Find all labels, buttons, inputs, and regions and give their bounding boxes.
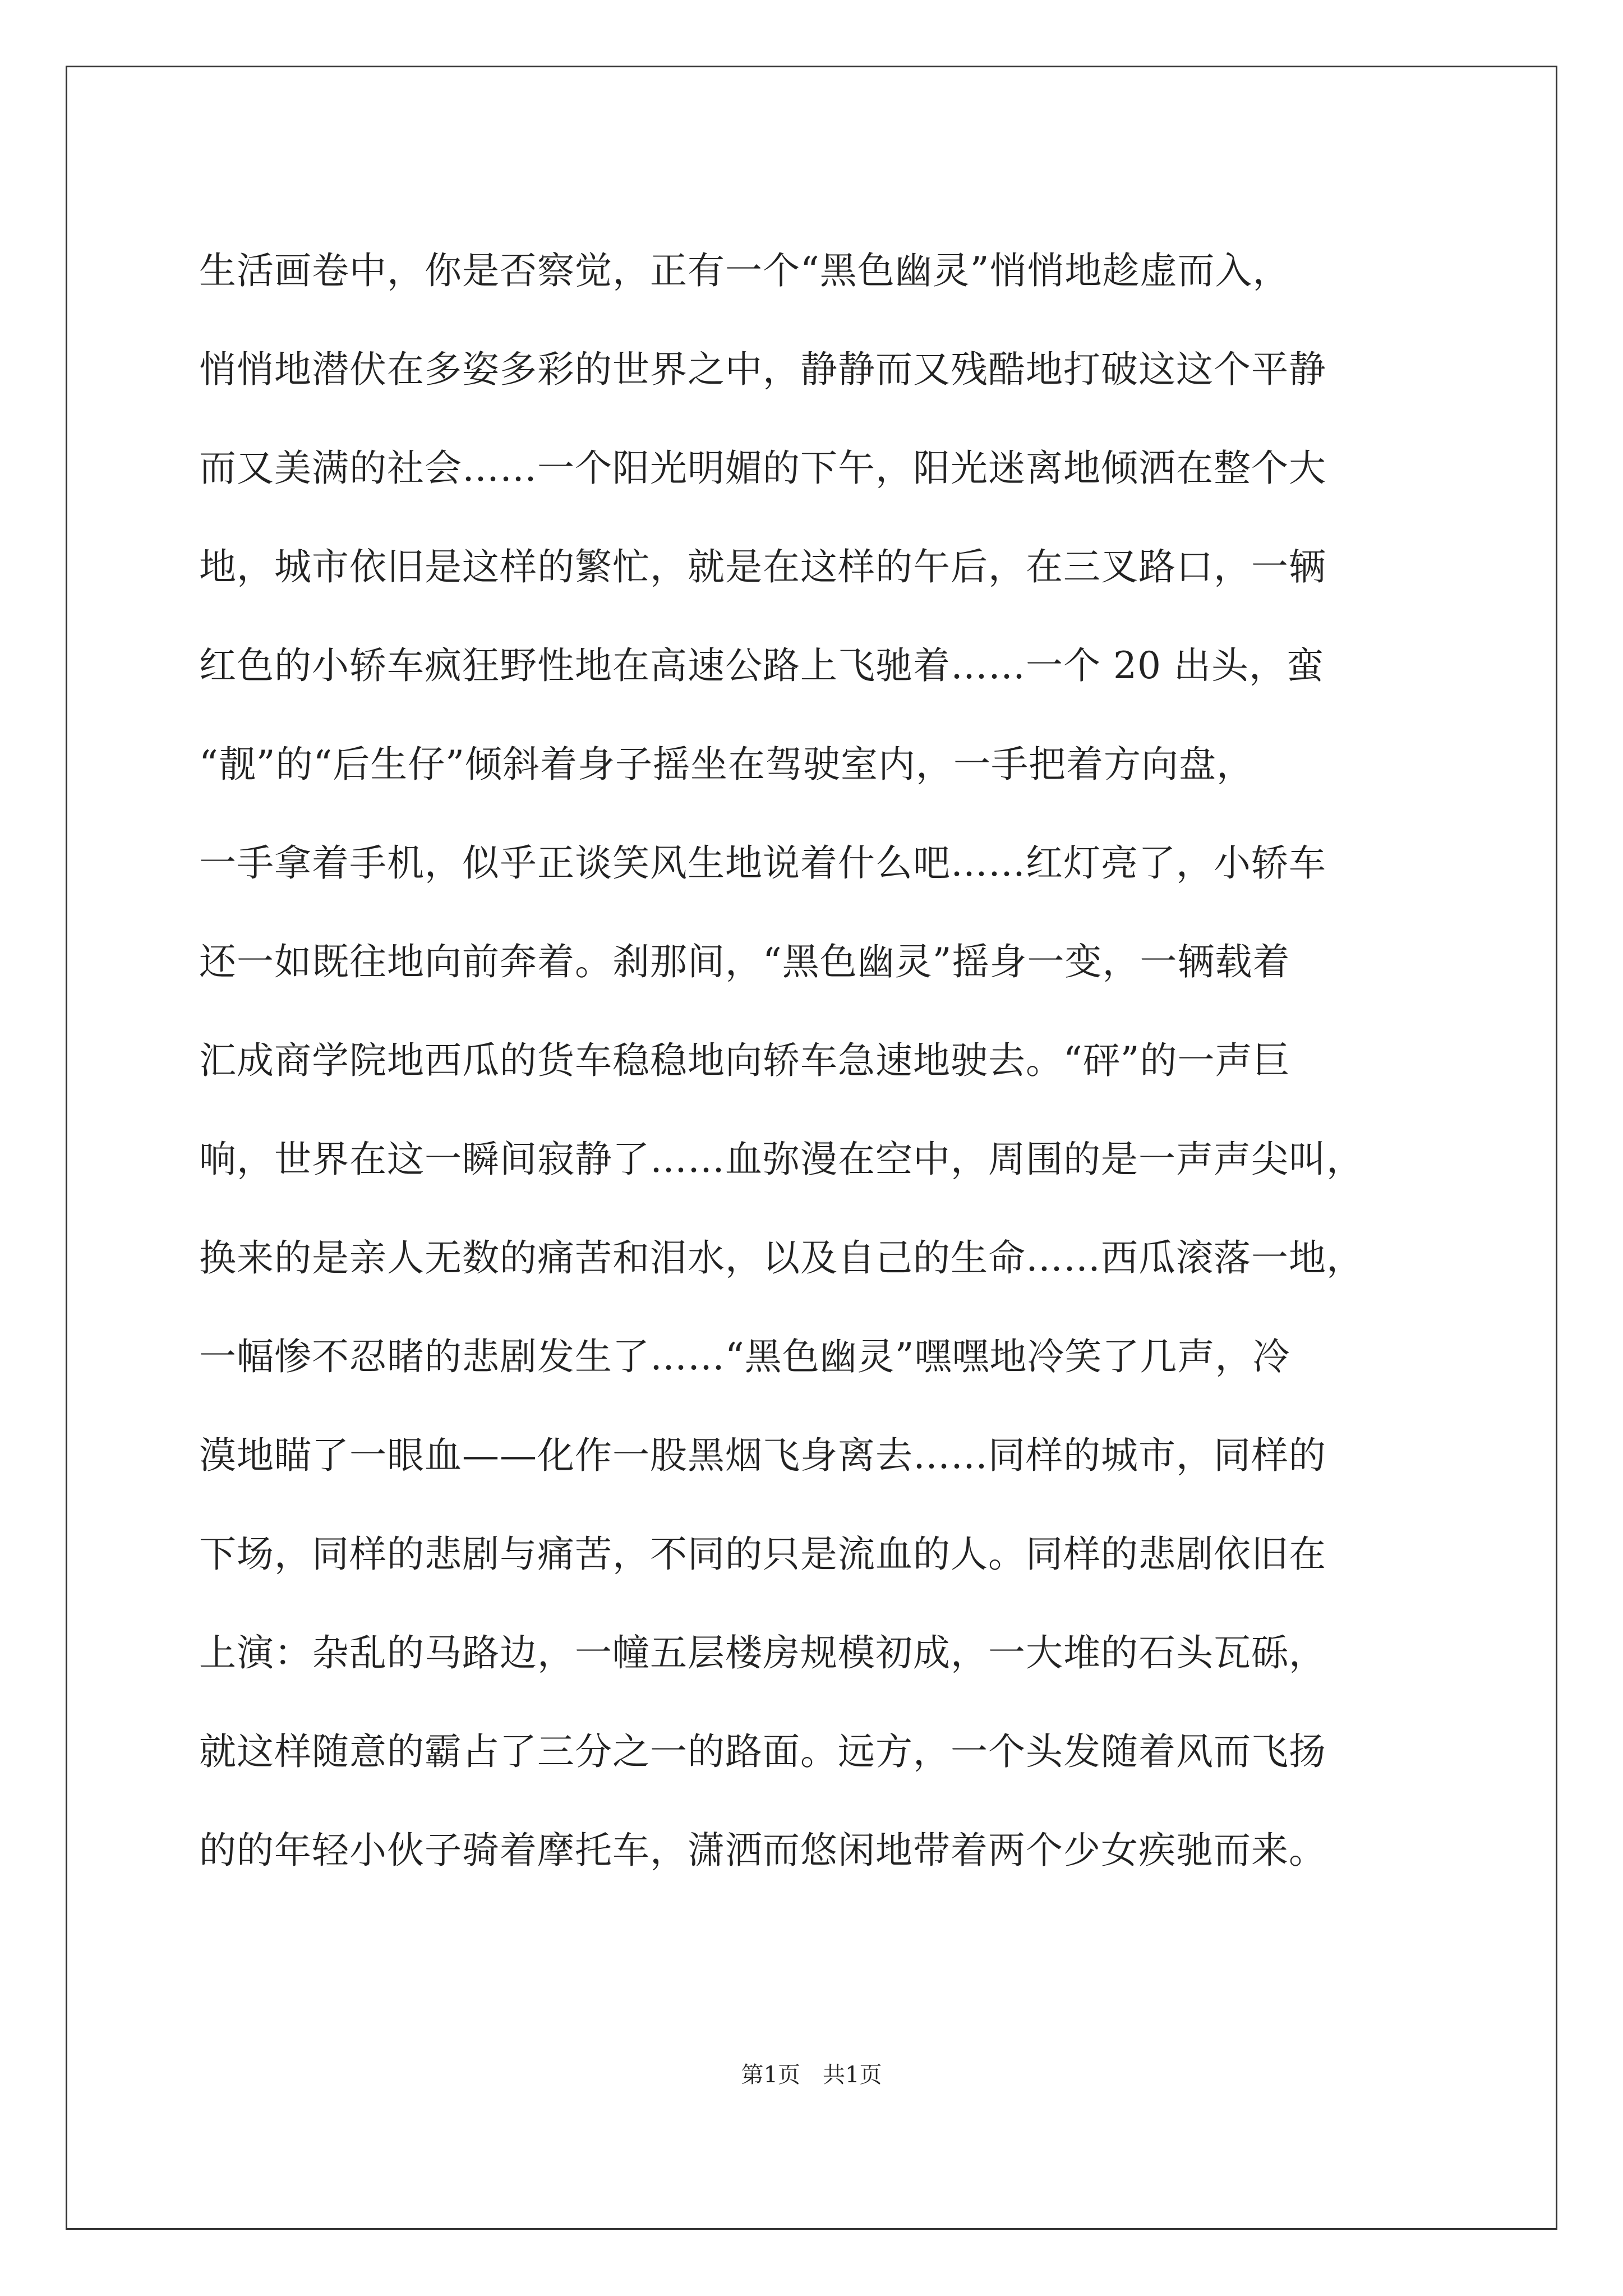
text-line: 的的年轻小伙子骑着摩托车，潇洒而悠闲地带着两个少女疾驰而来。 (199, 1829, 1326, 1872)
text-line: 一手拿着手机，似乎正谈笑风生地说着什么吧……红灯亮了，小轿车 (199, 841, 1326, 885)
text-line: 汇成商学院地西瓜的货车稳稳地向轿车急速地驶去。“砰”的一声巨 (199, 1039, 1290, 1082)
text-line: 红色的小轿车疯狂野性地在高速公路上飞驰着……一个 20 出头，蛮 (199, 644, 1324, 687)
text-line: 生活画卷中，你是否察觉，正有一个“黑色幽灵”悄悄地趁虚而入， (199, 249, 1290, 292)
text-line: 换来的是亲人无数的痛苦和泪水，以及自己的生命……西瓜滚落一地， (199, 1236, 1364, 1280)
text-line: 悄悄地潜伏在多姿多彩的世界之中，静静而又残酷地打破这这个平静 (199, 348, 1326, 391)
text-line: 上演：杂乱的马路边，一幢五层楼房规模初成，一大堆的石头瓦砾， (199, 1631, 1326, 1674)
text-line: 而又美满的社会……一个阳光明媚的下午，阳光迷离地倾洒在整个大 (199, 447, 1326, 490)
text-line: “靓”的“后生仔”倾斜着身子摇坐在驾驶室内，一手把着方向盘， (199, 743, 1254, 786)
body-text (199, 222, 1438, 1900)
text-line: 下场，同样的悲剧与痛苦，不同的只是流血的人。同样的悲剧依旧在 (199, 1533, 1326, 1576)
text-line: 还一如既往地向前奔着。刹那间，“黑色幽灵”摇身一变，一辆载着 (199, 940, 1290, 983)
text-line: 一幅惨不忍睹的悲剧发生了……“黑色幽灵”嘿嘿地冷笑了几声，冷 (199, 1335, 1290, 1378)
text-line: 响，世界在这一瞬间寂静了……血弥漫在空中，周围的是一声声尖叫， (199, 1138, 1364, 1181)
text-line: 地，城市依旧是这样的繁忙，就是在这样的午后，在三叉路口，一辆 (199, 545, 1326, 588)
text-line: 漠地瞄了一眼血——化作一股黑烟飞身离去……同样的城市，同样的 (199, 1434, 1326, 1477)
text-line: 就这样随意的霸占了三分之一的路面。远方，一个头发随着风而飞扬 (199, 1730, 1326, 1773)
page-number-footer: 第1页 共1页 (741, 2062, 882, 2088)
